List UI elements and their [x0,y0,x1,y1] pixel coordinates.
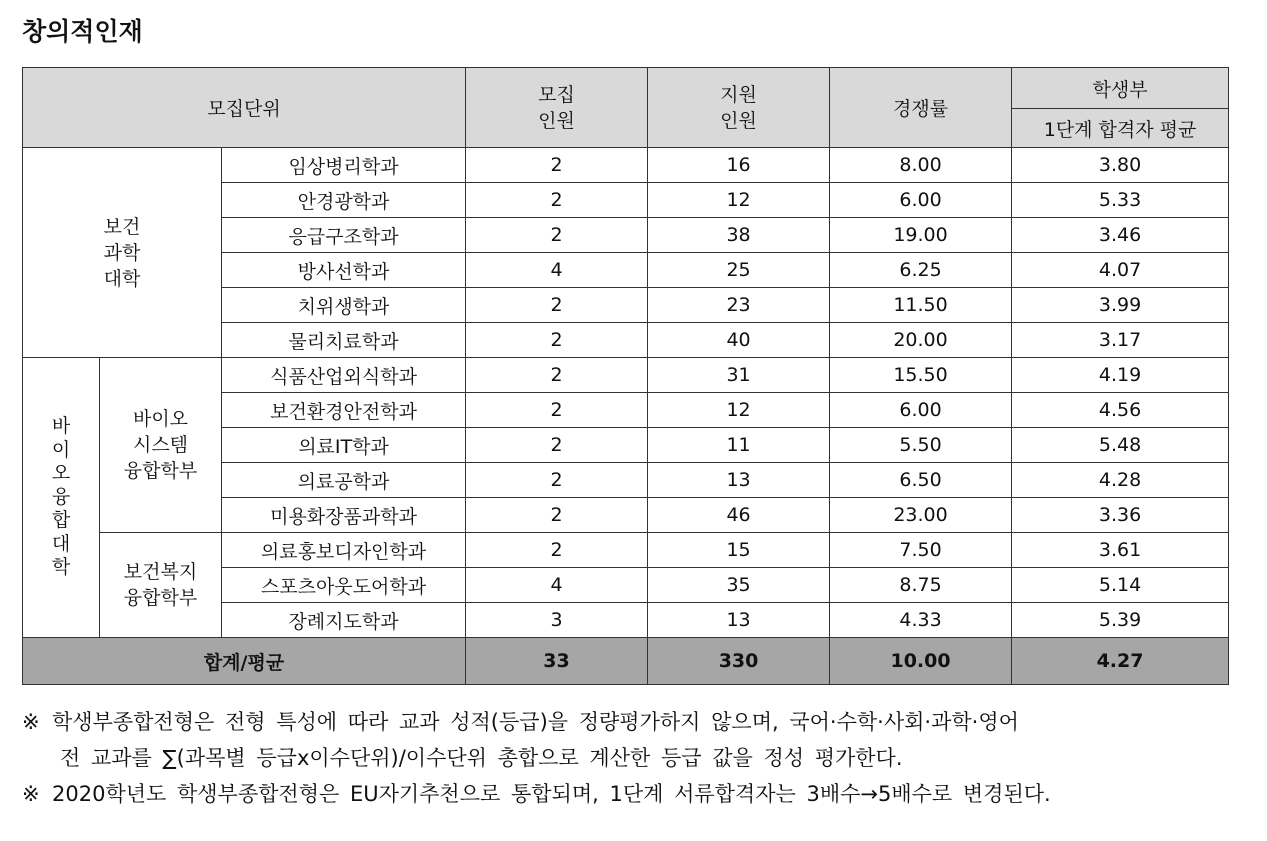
footnotes [22,704,1262,812]
apply-cell: 15 [648,533,830,568]
footnote-1-continued [22,740,1262,776]
recruit-cell: 4 [466,253,648,288]
grade-cell: 3.46 [1012,218,1229,253]
grade-cell: 4.19 [1012,358,1229,393]
grade-cell: 3.80 [1012,148,1229,183]
dept-cell: 응급구조학과 [222,218,466,253]
total-grade: 4.27 [1012,638,1229,685]
dept-cell: 보건환경안전학과 [222,393,466,428]
ratio-cell: 19.00 [830,218,1012,253]
ratio-cell: 6.25 [830,253,1012,288]
grade-cell: 4.56 [1012,393,1229,428]
ratio-cell: 11.50 [830,288,1012,323]
apply-cell: 23 [648,288,830,323]
apply-cell: 11 [648,428,830,463]
ratio-cell: 7.50 [830,533,1012,568]
header-apply [648,68,830,148]
apply-cell: 46 [648,498,830,533]
dept-cell: 장례지도학과 [222,603,466,638]
dept-cell: 식품산업외식학과 [222,358,466,393]
apply-cell: 13 [648,463,830,498]
dept-cell: 치위생학과 [222,288,466,323]
ratio-cell: 8.00 [830,148,1012,183]
dept-cell: 스포츠아웃도어학과 [222,568,466,603]
table-row [23,358,1229,393]
recruit-cell: 2 [466,533,648,568]
recruit-cell: 2 [466,288,648,323]
header-record: 학생부 [1012,68,1229,109]
table-row [23,148,1229,183]
dept-cell: 의료IT학과 [222,428,466,463]
header-recruit [466,68,648,148]
ratio-cell: 4.33 [830,603,1012,638]
header-record-sub: 1단계 합격자 평균 [1012,109,1229,148]
group-biosystem-division: 바이오 시스템 융합학부 [100,358,222,533]
grade-cell: 5.39 [1012,603,1229,638]
header-recruit-line1: 모집 [538,83,575,106]
recruit-cell: 2 [466,323,648,358]
footnote-1-line-1: 학생부종합전형은 전형 특성에 따라 교과 성적(등급)을 정량평가하지 않으며, 국어·수학·사회·과학·영어 [52,710,1019,734]
recruit-cell: 2 [466,218,648,253]
group-bio-college: 바 이 오 융 합 대 학 [23,358,100,638]
apply-cell: 12 [648,393,830,428]
total-row [23,638,1229,685]
reference-mark: ※ [22,782,40,806]
recruit-cell: 2 [466,463,648,498]
header-apply-line1: 지원 [720,83,757,106]
dept-cell: 의료공학과 [222,463,466,498]
recruit-cell: 2 [466,498,648,533]
grade-cell: 3.36 [1012,498,1229,533]
apply-cell: 40 [648,323,830,358]
ratio-cell: 6.00 [830,183,1012,218]
table-row [23,533,1229,568]
header-unit: 모집단위 [23,68,466,148]
reference-mark: ※ [22,710,40,734]
dept-cell: 임상병리학과 [222,148,466,183]
footnote-1 [22,704,1262,740]
footnote-2 [22,776,1262,812]
ratio-cell: 6.00 [830,393,1012,428]
group-health-college: 보건 과학 대학 [23,148,222,358]
admission-table [22,67,1229,685]
apply-cell: 25 [648,253,830,288]
apply-cell: 13 [648,603,830,638]
header-ratio: 경쟁률 [830,68,1012,148]
grade-cell: 4.28 [1012,463,1229,498]
ratio-cell: 23.00 [830,498,1012,533]
grade-cell: 4.07 [1012,253,1229,288]
header-recruit-line2: 인원 [538,109,575,132]
dept-cell: 안경광학과 [222,183,466,218]
recruit-cell: 3 [466,603,648,638]
apply-cell: 31 [648,358,830,393]
ratio-cell: 6.50 [830,463,1012,498]
dept-cell: 의료홍보디자인학과 [222,533,466,568]
grade-cell: 3.17 [1012,323,1229,358]
total-ratio: 10.00 [830,638,1012,685]
total-apply: 330 [648,638,830,685]
total-recruit: 33 [466,638,648,685]
dept-cell: 물리치료학과 [222,323,466,358]
recruit-cell: 2 [466,183,648,218]
grade-cell: 3.61 [1012,533,1229,568]
recruit-cell: 2 [466,428,648,463]
footnote-2-text: 2020학년도 학생부종합전형은 EU자기추천으로 통합되며, 1단계 서류합격자는 3배수→5배수로 변경된다. [52,782,1051,806]
grade-cell: 5.14 [1012,568,1229,603]
total-label: 합계/평균 [23,638,466,685]
dept-cell: 방사선학과 [222,253,466,288]
grade-cell: 5.48 [1012,428,1229,463]
recruit-cell: 2 [466,393,648,428]
ratio-cell: 8.75 [830,568,1012,603]
apply-cell: 12 [648,183,830,218]
recruit-cell: 2 [466,148,648,183]
apply-cell: 16 [648,148,830,183]
grade-cell: 5.33 [1012,183,1229,218]
apply-cell: 35 [648,568,830,603]
ratio-cell: 15.50 [830,358,1012,393]
group-welfare-division: 보건복지 융합학부 [100,533,222,638]
ratio-cell: 20.00 [830,323,1012,358]
header-apply-line2: 인원 [720,109,757,132]
recruit-cell: 2 [466,358,648,393]
footnote-1-line-2: 전 교과를 ∑(과목별 등급x이수단위)/이수단위 총합으로 계산한 등급 값을 정성 평가한다. [60,746,903,770]
recruit-cell: 4 [466,568,648,603]
grade-cell: 3.99 [1012,288,1229,323]
page-title: 창의적인재 [22,17,143,46]
dept-cell: 미용화장품과학과 [222,498,466,533]
apply-cell: 38 [648,218,830,253]
ratio-cell: 5.50 [830,428,1012,463]
